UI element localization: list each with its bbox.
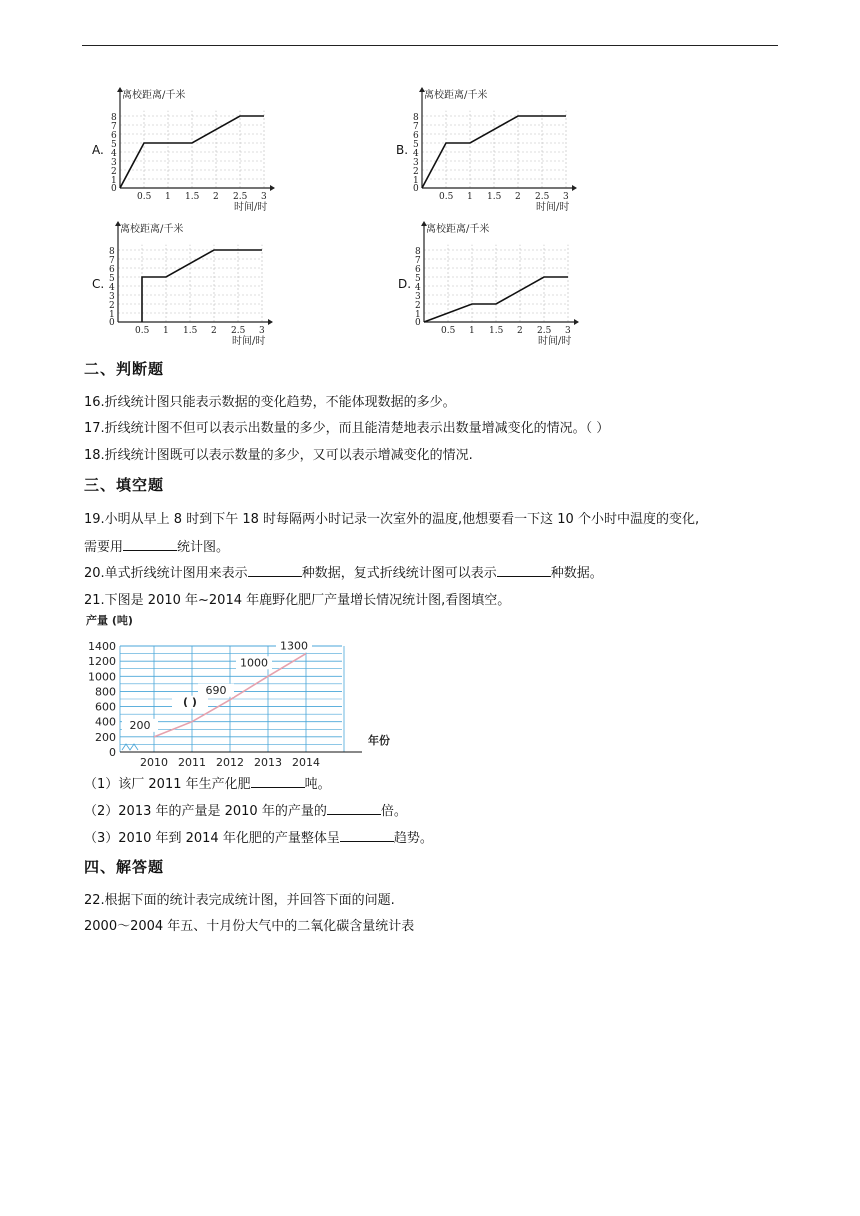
x-tick-label: 3 bbox=[261, 192, 267, 202]
x-tick-label: 2011 bbox=[178, 756, 206, 769]
y-tick-label: 1 bbox=[413, 176, 419, 186]
distance-line bbox=[424, 277, 568, 322]
mini-chart-svg bbox=[104, 218, 266, 348]
y-tick-label: 6 bbox=[413, 131, 419, 141]
y-tick-label: 4 bbox=[111, 149, 117, 159]
data-label: 690 bbox=[205, 683, 227, 697]
y-tick-label: 7 bbox=[111, 122, 117, 132]
y-tick-label: 7 bbox=[413, 122, 419, 132]
mini-ylabel: 离校距离/千米 bbox=[424, 90, 488, 101]
y-tick-label: 6 bbox=[111, 131, 117, 141]
x-tick-label: 1 bbox=[467, 192, 473, 202]
production-chart-svg bbox=[84, 610, 394, 769]
question-18: 18.折线统计图既可以表示数量的多少，又可以表示增减变化的情况. bbox=[84, 448, 473, 463]
x-arrow-icon bbox=[268, 319, 273, 325]
y-tick-label: 7 bbox=[415, 256, 421, 266]
question-22: 22.根据下面的统计表完成统计图，并回答下面的问题. bbox=[84, 893, 395, 908]
question-21-sub1 bbox=[84, 775, 331, 794]
q19-text-b: 统计图。 bbox=[177, 540, 230, 555]
y-tick-label: 8 bbox=[415, 247, 421, 257]
question-21-sub3 bbox=[84, 829, 433, 848]
x-tick-label: 2 bbox=[517, 326, 523, 336]
x-tick-label: 2 bbox=[211, 326, 217, 336]
x-tick-label: 2 bbox=[213, 192, 219, 202]
y-tick-label: 800 bbox=[95, 685, 116, 699]
axis-break-icon bbox=[122, 744, 138, 750]
question-16: 16.折线统计图只能表示数据的变化趋势，不能体现数据的多少。 bbox=[84, 395, 456, 410]
y-tick-label: 2 bbox=[109, 301, 115, 311]
y-tick-label: 2 bbox=[413, 167, 419, 177]
option-label-c: C. bbox=[92, 277, 105, 291]
sub3-text-a: （3）2010 年到 2014 年化肥的产量整体呈 bbox=[84, 831, 340, 846]
option-chart-c bbox=[104, 218, 266, 352]
data-label: 200 bbox=[129, 718, 151, 732]
q20-text-b: 种数据，复式折线统计图可以表示 bbox=[301, 566, 497, 581]
y-tick-label: 5 bbox=[413, 140, 419, 150]
y-tick-label: 4 bbox=[415, 283, 421, 293]
x-tick-label: 0.5 bbox=[441, 326, 456, 336]
x-axis-title: 年份 bbox=[368, 734, 390, 747]
y-tick-label: 3 bbox=[415, 292, 421, 302]
y-tick-label: 200 bbox=[95, 730, 116, 744]
y-tick-label: 4 bbox=[109, 283, 115, 293]
x-tick-label: 2010 bbox=[140, 756, 168, 769]
q20-blank-1[interactable] bbox=[248, 564, 302, 577]
sub2-text-b: 倍。 bbox=[380, 804, 407, 819]
q19-text-a: 需要用 bbox=[84, 540, 124, 555]
mini-chart-svg bbox=[106, 84, 268, 214]
y-tick-label: 8 bbox=[413, 113, 419, 123]
sub1-text-b: 吨。 bbox=[304, 777, 331, 792]
section3-heading: 三、填空题 bbox=[84, 476, 165, 494]
question-21-sub2 bbox=[84, 802, 407, 821]
x-tick-label: 1.5 bbox=[183, 326, 198, 336]
mini-xlabel: 时间/时 bbox=[536, 202, 570, 213]
y-tick-label: 0 bbox=[109, 746, 116, 759]
y-tick-label: 7 bbox=[109, 256, 115, 266]
header-rule bbox=[82, 45, 778, 46]
y-tick-label: 5 bbox=[111, 140, 117, 150]
x-tick-label: 1 bbox=[469, 326, 475, 336]
y-tick-label: 8 bbox=[109, 247, 115, 257]
x-tick-label: 1 bbox=[165, 192, 171, 202]
x-tick-label: 1.5 bbox=[487, 192, 502, 202]
y-tick-label: 400 bbox=[95, 715, 116, 729]
q20-text-a: 20.单式折线统计图用来表示 bbox=[84, 566, 248, 581]
sub2-text-a: （2）2013 年的产量是 2010 年的产量的 bbox=[84, 804, 327, 819]
option-chart-b bbox=[408, 84, 570, 218]
x-tick-label: 0.5 bbox=[439, 192, 454, 202]
x-tick-label: 0.5 bbox=[137, 192, 152, 202]
table-title: 2000～2004 年五、十月份大气中的二氧化碳含量统计表 bbox=[84, 919, 415, 934]
x-tick-label: 1 bbox=[163, 326, 169, 336]
mini-xlabel: 时间/时 bbox=[538, 336, 572, 347]
section2-heading: 二、判断题 bbox=[84, 360, 165, 378]
y-axis-title: 产量 (吨) bbox=[86, 614, 133, 627]
x-arrow-icon bbox=[574, 319, 579, 325]
x-tick-label: 2012 bbox=[216, 756, 244, 769]
sub3-blank[interactable] bbox=[340, 829, 394, 842]
y-tick-label: 4 bbox=[413, 149, 419, 159]
option-label-d: D. bbox=[398, 277, 412, 291]
origin-label: 0 bbox=[111, 184, 117, 194]
y-tick-label: 3 bbox=[413, 158, 419, 168]
fertilizer-production-chart bbox=[84, 610, 394, 769]
question-19-line1: 19.小明从早上 8 时到下午 18 时每隔两小时记录一次室外的温度,他想要看一下这 10 个小时中温度的变化, bbox=[84, 512, 700, 527]
y-tick-label: 3 bbox=[111, 158, 117, 168]
x-tick-label: 2.5 bbox=[233, 192, 248, 202]
x-arrow-icon bbox=[572, 185, 577, 191]
x-tick-label: 3 bbox=[563, 192, 569, 202]
x-tick-label: 1.5 bbox=[489, 326, 504, 336]
origin-label: 0 bbox=[413, 184, 419, 194]
y-tick-label: 8 bbox=[111, 113, 117, 123]
mini-ylabel: 离校距离/千米 bbox=[122, 90, 186, 101]
section4-heading: 四、解答题 bbox=[84, 858, 165, 876]
y-tick-label: 6 bbox=[415, 265, 421, 275]
data-label: 1300 bbox=[280, 639, 308, 653]
data-label: 1000 bbox=[240, 656, 268, 670]
sub1-text-a: （1）该厂 2011 年生产化肥 bbox=[84, 777, 251, 792]
x-tick-label: 2.5 bbox=[535, 192, 550, 202]
x-tick-label: 2.5 bbox=[231, 326, 246, 336]
sub2-blank[interactable] bbox=[327, 802, 381, 815]
question-19-line2 bbox=[84, 538, 229, 557]
y-tick-label: 2 bbox=[415, 301, 421, 311]
y-tick-label: 1200 bbox=[88, 655, 116, 669]
x-tick-label: 1.5 bbox=[185, 192, 200, 202]
option-chart-d bbox=[410, 218, 572, 352]
mini-chart-svg bbox=[410, 218, 572, 348]
y-tick-label: 1 bbox=[415, 310, 421, 320]
y-tick-label: 1400 bbox=[88, 640, 116, 653]
origin-label: 0 bbox=[109, 318, 115, 328]
data-label: ( ) bbox=[183, 695, 197, 709]
x-tick-label: 2 bbox=[515, 192, 521, 202]
option-label-a: A. bbox=[92, 143, 104, 157]
mini-xlabel: 时间/时 bbox=[234, 202, 268, 213]
y-tick-label: 1 bbox=[109, 310, 115, 320]
question-20 bbox=[84, 564, 603, 583]
mini-xlabel: 时间/时 bbox=[232, 336, 266, 347]
y-tick-label: 3 bbox=[109, 292, 115, 302]
option-label-b: B. bbox=[396, 143, 409, 157]
option-chart-a bbox=[106, 84, 268, 218]
y-tick-label: 1 bbox=[111, 176, 117, 186]
y-tick-label: 1000 bbox=[88, 670, 116, 684]
x-tick-label: 2014 bbox=[292, 756, 320, 769]
x-tick-label: 3 bbox=[565, 326, 571, 336]
y-tick-label: 5 bbox=[415, 274, 421, 284]
q20-blank-2[interactable] bbox=[497, 564, 551, 577]
mini-ylabel: 离校距离/千米 bbox=[426, 224, 490, 235]
mini-ylabel: 离校距离/千米 bbox=[120, 224, 184, 235]
x-tick-label: 2013 bbox=[254, 756, 282, 769]
y-tick-label: 600 bbox=[95, 700, 116, 714]
x-arrow-icon bbox=[270, 185, 275, 191]
sub1-blank[interactable] bbox=[251, 775, 305, 788]
y-tick-label: 2 bbox=[111, 167, 117, 177]
x-tick-label: 3 bbox=[259, 326, 265, 336]
sub3-text-b: 趋势。 bbox=[393, 831, 433, 846]
x-tick-label: 2.5 bbox=[537, 326, 552, 336]
x-tick-label: 0.5 bbox=[135, 326, 150, 336]
q20-text-c: 种数据。 bbox=[550, 566, 603, 581]
question-21: 21.下图是 2010 年~2014 年鹿野化肥厂产量增长情况统计图,看图填空。 bbox=[84, 593, 511, 608]
question-17: 17.折线统计图不但可以表示出数量的多少，而且能清楚地表示出数量增减变化的情况。（ ） bbox=[84, 421, 610, 436]
mini-chart-svg bbox=[408, 84, 570, 214]
y-tick-label: 6 bbox=[109, 265, 115, 275]
q19-blank[interactable] bbox=[123, 538, 177, 551]
y-tick-label: 5 bbox=[109, 274, 115, 284]
origin-label: 0 bbox=[415, 318, 421, 328]
